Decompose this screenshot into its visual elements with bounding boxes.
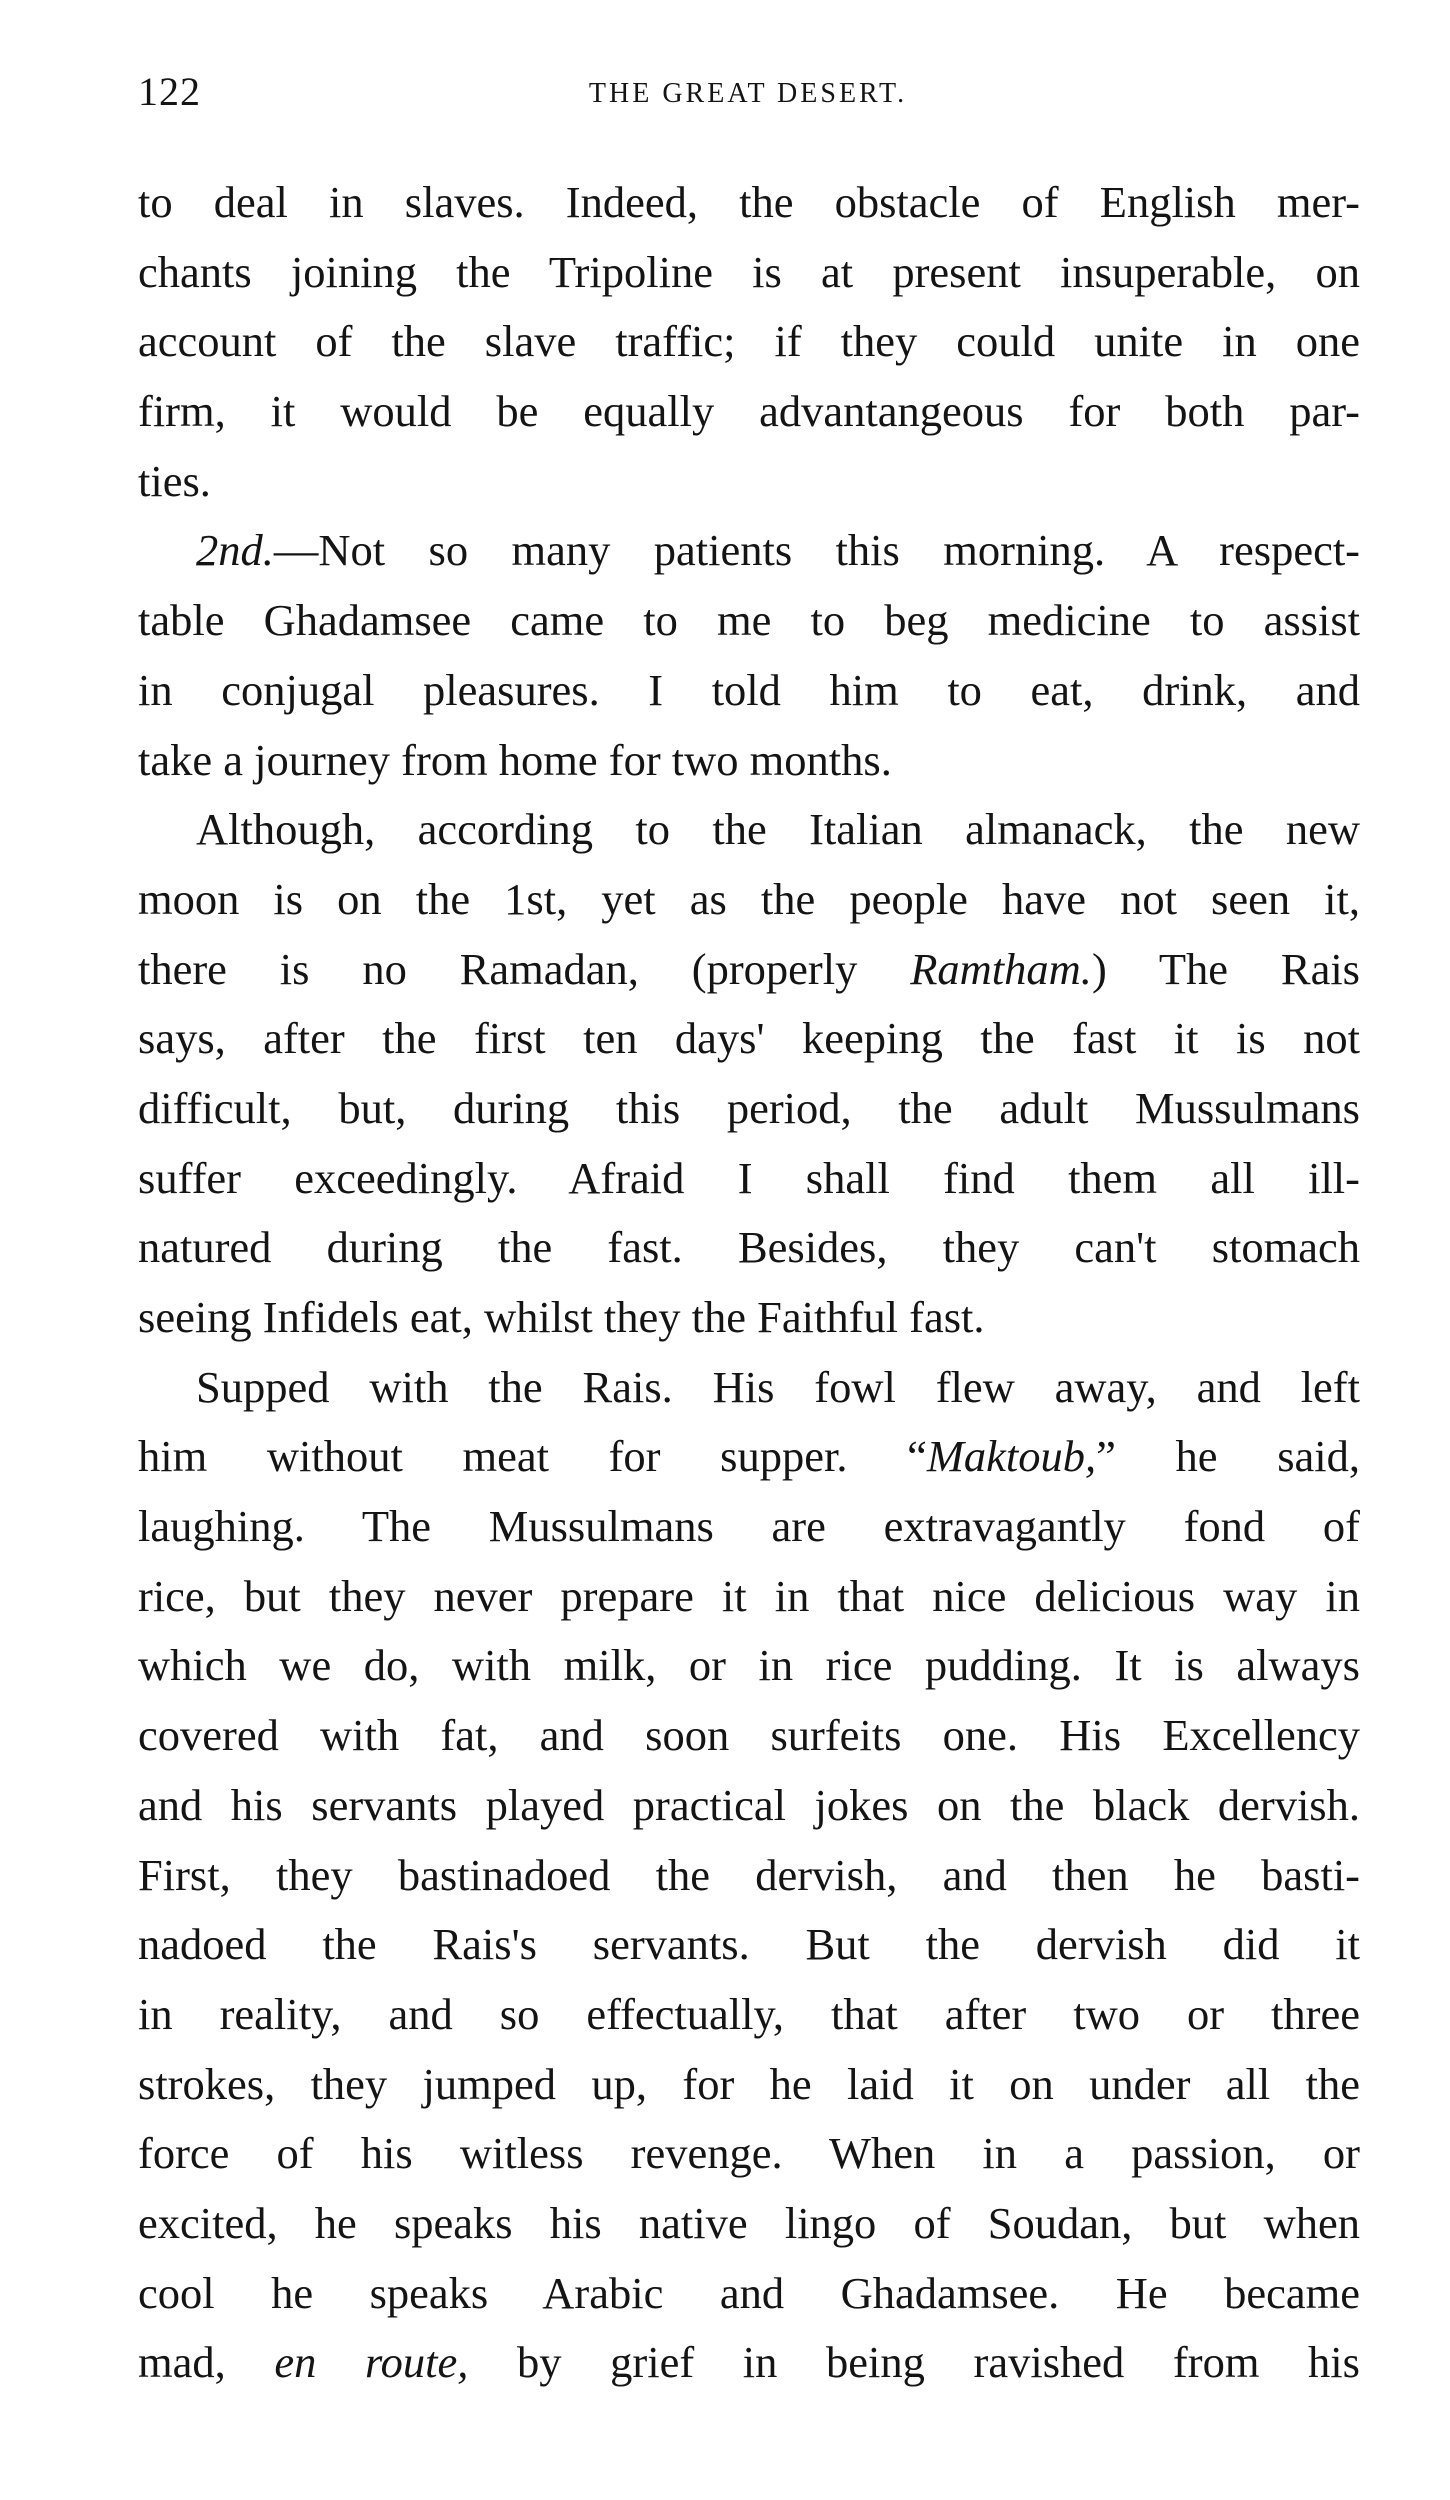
text-line: account of the slave traffic; if they could unite in one bbox=[138, 316, 1360, 367]
italic-text: en route, bbox=[274, 2337, 469, 2388]
text-line bbox=[138, 2328, 1360, 2398]
text-line: seeing Infidels eat, whilst they the Faithful fast. bbox=[138, 1292, 985, 1342]
text-line bbox=[138, 516, 1360, 586]
text-span: ” he said, bbox=[1096, 1431, 1360, 1482]
text-line: to deal in slaves. Indeed, the obstacle of English mer- bbox=[138, 177, 1360, 227]
text-line: natured during the fast. Besides, they can't stomach bbox=[138, 1222, 1360, 1273]
text-line: difficult, but, during this period, the adult Mussulmans bbox=[138, 1082, 1360, 1133]
text-line: firm, it would be equally advantangeous for both par- bbox=[138, 386, 1360, 437]
text-line: in conjugal pleasures. I told him to eat, drink, and bbox=[138, 664, 1360, 715]
text-line bbox=[138, 935, 1360, 1005]
running-head: THE GREAT DESERT. bbox=[588, 78, 908, 109]
text-line: moon is on the 1st, yet as the people have not seen it, bbox=[138, 873, 1360, 924]
italic-text: 2nd. bbox=[196, 525, 274, 576]
page-header bbox=[138, 62, 1358, 122]
text-line: First, they bastinadoed the dervish, and then he basti- bbox=[138, 1849, 1360, 1900]
text-span: ) The Rais bbox=[1091, 943, 1360, 994]
text-line: take a journey from home for two months. bbox=[138, 734, 892, 785]
text-line bbox=[138, 1422, 1360, 1492]
italic-text: Ramtham. bbox=[910, 943, 1092, 994]
text-span: him without meat for supper. “ bbox=[138, 1431, 927, 1482]
text-line: covered with fat, and soon surfeits one. His Excellency bbox=[138, 1710, 1360, 1761]
text-line: in reality, and so effectually, that after two or three bbox=[138, 1988, 1360, 2039]
text-line: which we do, with milk, or in rice pudding. It is always bbox=[138, 1640, 1360, 1691]
page-number: 122 bbox=[138, 69, 201, 114]
text-line: chants joining the Tripoline is at present insuperable, on bbox=[138, 246, 1360, 297]
text-line: ties. bbox=[138, 455, 211, 506]
text-line: Although, according to the Italian almanack, the new bbox=[196, 804, 1360, 855]
text-line: excited, he speaks his native lingo of Soudan, but when bbox=[138, 2197, 1360, 2248]
italic-text: Maktoub, bbox=[926, 1431, 1097, 1482]
text-span: by grief in being ravished from his bbox=[468, 2337, 1360, 2388]
text-line: cool he speaks Arabic and Ghadamsee. He became bbox=[138, 2267, 1360, 2318]
text-line: and his servants played practical jokes on the black dervish. bbox=[138, 1779, 1360, 1830]
body-text bbox=[138, 168, 1360, 2398]
text-line: nadoed the Rais's servants. But the dervish did it bbox=[138, 1919, 1360, 1970]
text-span: mad, bbox=[138, 2337, 275, 2388]
text-line: says, after the first ten days' keeping the fast it is not bbox=[138, 1013, 1360, 1064]
text-line: table Ghadamsee came to me to beg medicine to assist bbox=[138, 595, 1360, 646]
text-line: strokes, they jumped up, for he laid it on under all the bbox=[138, 2058, 1360, 2109]
text-span: there is no Ramadan, (properly bbox=[138, 943, 911, 994]
text-line: suffer exceedingly. Afraid I shall find them all ill- bbox=[138, 1152, 1360, 1203]
text-line: rice, but they never prepare it in that nice delicious way in bbox=[138, 1570, 1360, 1621]
text-span: —Not so many patients this morning. A respect- bbox=[273, 525, 1360, 576]
text-line: laughing. The Mussulmans are extravagantly fond of bbox=[138, 1501, 1360, 1552]
text-line: force of his witless revenge. When in a passion, or bbox=[138, 2128, 1360, 2179]
text-line: Supped with the Rais. His fowl flew away, and left bbox=[196, 1361, 1360, 1412]
